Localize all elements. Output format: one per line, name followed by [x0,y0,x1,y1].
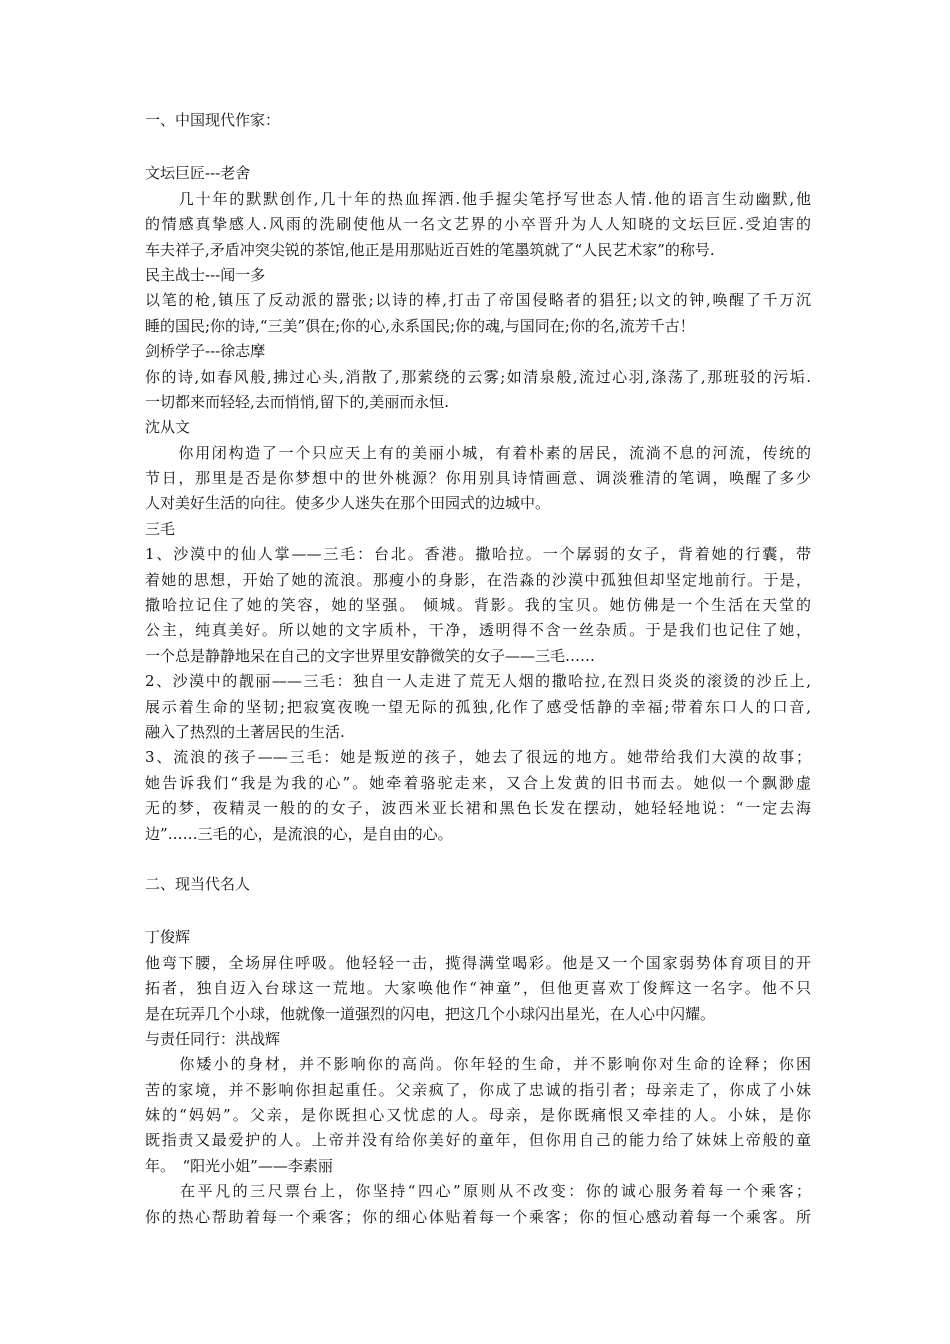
paragraph-line: 你的热心帮助着每一个乘客；你的细心体贴着每一个乘客；你的恒心感动着每一个乘客。所 [145,1207,811,1226]
paragraph-line: 在平凡的三尺票台上，你坚持“四心”原则从不改变：你的诚心服务着每一个乘客； [145,1182,811,1201]
paragraph-line: 融入了热烈的土著居民的生活. [145,722,345,741]
paragraph-line: 2、沙漠中的靓丽——三毛：独自一人走进了荒无人烟的撒哈拉,在烈日炎炎的滚烫的沙丘上, [145,672,811,691]
entry-title: 沈从文 [145,418,191,437]
paragraph-line: 3、流浪的孩子——三毛：她是叛逆的孩子，她去了很远的地方。她带给我们大漠的故事； [145,748,811,767]
spacer [145,133,811,161]
paragraph-line: 几十年的默默创作,几十年的热血挥洒.他手握尖笔抒写世态人情.他的语言生动幽默,他 [145,189,811,208]
paragraph-line: 拓者，独自迈入台球这一荒地。大家唤他作“神童”，但他更喜欢丁俊辉这一名字。他不只 [145,979,811,998]
paragraph-line: 无的梦，夜精灵一般的的女子，波西米亚长裙和黑色长发在摆动，她轻轻地说：“一定去海 [145,799,811,818]
section-heading: 一、中国现代作家： [145,111,281,129]
paragraph-line: 是在玩弄几个小球，他就像一道强烈的闪电，把这几个小球闪出星光，在人心中闪耀。 [145,1004,716,1023]
paragraph-line: 一个总是静静地呆在自己的文字世界里安静微笑的女子——三毛…… [145,646,596,665]
paragraph-line: 她告诉我们“我是为我的心”。她牵着骆驼走来，又合上发黄的旧书而去。她似一个飘渺虚 [145,773,811,792]
paragraph-line: 车夫祥子,矛盾冲突尖锐的茶馆,他正是用那贴近百姓的笔墨筑就了“人民艺术家”的称号. [145,240,715,259]
entry-title: 剑桥学子---徐志摩 [145,342,266,361]
paragraph-line: 公主，纯真美好。所以她的文字质朴，干净，透明得不含一丝杂质。于是我们也记住了她， [145,621,811,640]
paragraph-line: 着她的思想，开始了她的流浪。那瘦小的身影，在浩淼的沙漠中孤独但却坚定地前行。于是， [145,570,811,589]
paragraph-line: 撒哈拉记住了她的笑容，她的坚强。 倾城。背影。我的宝贝。她仿佛是一个生活在天堂的 [145,596,811,615]
paragraph-line: 1、沙漠中的仙人掌——三毛：台北。香港。撒哈拉。一个孱弱的女子，背着她的行囊，带 [145,545,811,564]
paragraph-line: 你的诗,如春风般,拂过心头,消散了,那萦绕的云雾;如清泉般,流过心羽,涤荡了,那班驳的污垢. [145,367,811,386]
paragraph-line: 一切都来而轻轻,去而悄悄,留下的,美丽而永恒. [145,392,450,411]
paragraph-line: 睡的国民;你的诗,“三美”俱在;你的心,永系国民;你的魂,与国同在;你的名,流芳千古！ [145,316,695,335]
paragraph-line: 年。 “阳光小姐”——李素丽 [145,1156,333,1175]
spacer [145,897,811,925]
paragraph-line: 妹的“妈妈”。父亲，是你既担心又忧虑的人。母亲，是你既痛恨又牵挂的人。小妹，是你 [145,1106,811,1125]
paragraph-line: 既指责又最爱护的人。上帝并没有给你美好的童年，但你用自己的能力给了妹妹上帝般的童 [145,1131,811,1150]
entry-title: 文坛巨匠---老舍 [145,164,251,183]
paragraph-line: 边”……三毛的心，是流浪的心，是自由的心。 [145,824,453,843]
entry-title: 丁俊辉 [145,928,191,947]
paragraph-line: 节日，那里是否是你梦想中的世外桃源？你用别具诗情画意、调淡雅清的笔调，唤醒了多少 [145,469,811,488]
paragraph-line: 人对美好生活的向往。使多少人迷失在那个田园式的边城中。 [145,494,551,513]
spacer [145,847,811,872]
paragraph-line: 你用闭构造了一个只应天上有的美丽小城，有着朴素的居民，流淌不息的河流，传统的 [145,443,811,462]
paragraph-line: 苦的家境，并不影响你担起重任。父亲疯了，你成了忠诚的指引者；母亲走了，你成了小妹 [145,1080,811,1099]
document-page [145,108,811,1230]
paragraph-line: 以笔的枪,镇压了反动派的嚣张;以诗的棒,打击了帝国侵略者的猖狂;以文的钟,唤醒了千万沉 [145,291,811,310]
paragraph-line: 他弯下腰，全场屏住呼吸。他轻轻一击，揽得满堂喝彩。他是又一个国家弱势体育项目的开 [145,953,811,972]
entry-title: 三毛 [145,519,176,538]
paragraph-line: 展示着生命的坚韧;把寂寞夜晚一望无际的孤独,化作了感受恬静的幸福;带着东口人的口音, [145,697,811,716]
paragraph-line: 你矮小的身材，并不影响你的高尚。你年轻的生命，并不影响你对生命的诠释；你困 [145,1055,811,1074]
section-heading: 二、现当代名人 [145,874,251,893]
entry-title: 民主战士---闻一多 [145,265,266,284]
entry-title: 与责任同行：洪战辉 [145,1029,281,1048]
paragraph-line: 的情感真挚感人.风雨的洗刷使他从一名文艺界的小卒晋升为人人知晓的文坛巨匠.受迫害的 [145,215,811,234]
